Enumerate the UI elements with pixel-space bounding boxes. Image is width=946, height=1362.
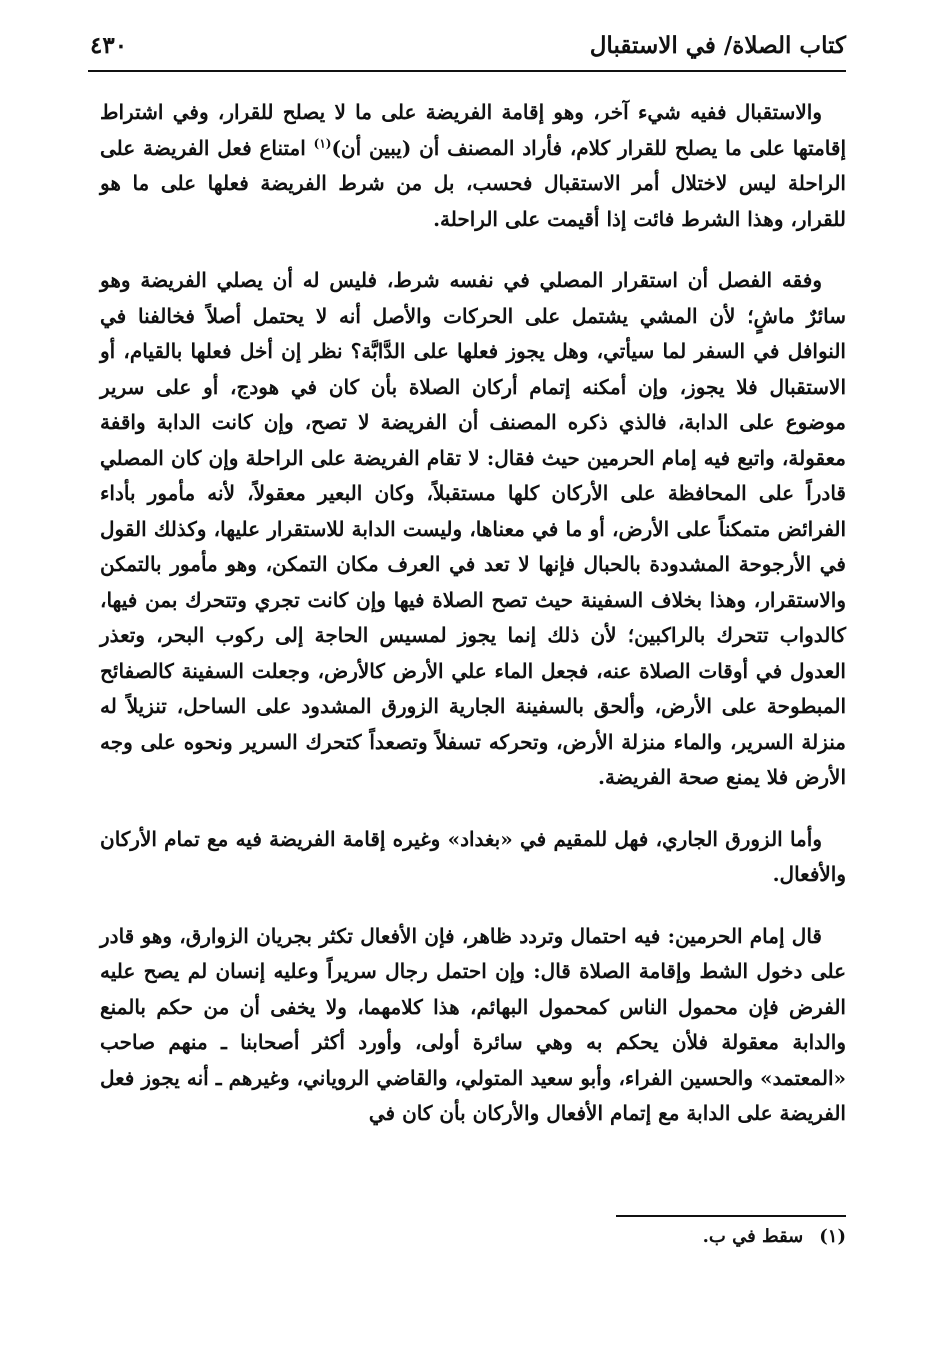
header-title: كتاب الصلاة/ في الاستقبال (589, 32, 846, 59)
paragraph-1 (100, 95, 846, 237)
page-number: ٤٣٠ (90, 32, 128, 59)
footnote-reference: (١) (313, 135, 332, 150)
running-header (88, 28, 846, 72)
footnote-divider (616, 1215, 846, 1217)
footnote-text: سقط في ب. (702, 1226, 804, 1247)
footnote (703, 1226, 846, 1247)
paragraph-1-text-start: والاستقبال ففيه شيء آخر، وهو إقامة الفريضة على ما لا يصلح للقرار، وفي اشتراط إقامتها على ما يصلح للقرار كلام، فأراد المصنف أن (يبين أن) (100, 100, 847, 160)
paragraph-4: قال إمام الحرمين: فيه احتمال وتردد ظاهر، فإن الأفعال تكثر بجريان الزوارق، وهو قادر على دخول الشط وإقامة الصلاة قال: وإن احتمل رجال سريراً وعليه إنسان لم يصح عليه الفرض فإن محمول الناس كمحمول البهائم، هذا كلامهما، ولا يخفى أن من حكم بالمنع والدابة معقولة فلأن يحكم به وهي سائرة أولى، وأورد أكثر أصحابنا ـ منهم صاحب «المعتمد» والحسين الفراء، وأبو سعيد المتولي، والقاضي الروياني، وغيرهم ـ أنه يجوز فعل الفريضة على الدابة مع إتمام الأفعال والأركان بأن كان في (100, 923, 846, 1125)
main-text (100, 95, 846, 1158)
footnote-mark: (١) (819, 1226, 846, 1247)
paragraph-3: وأما الزورق الجاري، فهل للمقيم في «بغداد» وغيره إقامة الفريضة فيه مع تمام الأركان والأفعال. (100, 826, 846, 886)
paragraph-2: وفقه الفصل أن استقرار المصلي في نفسه شرط، فليس له أن يصلي الفريضة وهو سائرٌ ماشٍ؛ لأن المشي يشتمل على الحركات والأصل أنه لا يحتمل أصلاً فخالفنا في النوافل في السفر لما سيأتي، وهل يجوز فعلها على الدَّابَّة؟ نظر إن أخل فعلها بالقيام، أو الاستقبال فلا يجوز، وإن أمكنه إتمام أركان الصلاة بأن كان في هودج، أو على سرير موضوع على الدابة، فالذي ذكره المصنف أن الفريضة لا تصح، وإن كانت الدابة واقفة معقولة، واتبع فيه إمام الحرمين حيث فقال: لا تقام الفريضة على الراحلة وإن كان المصلي قادراً على المحافظة على الأركان كلها مستقبلاً، وكان البعير معقولاً، لأنه مأمور بأداء الفرائض متمكناً على الأرض، أو ما في معناها، وليست الدابة للاستقرار عليها، وكذلك القول في الأرجوحة المشدودة بالحبال فإنها لا تعد في العرف مكان التمكن، وهو مأمور بالتمكن والاستقرار، وهذا بخلاف السفينة حيث تصح الصلاة فيها وإن كانت تجري وتتحرك بمن فيها، كالدواب تتحرك بالراكبين؛ لأن ذلك إنما يجوز لمسيس الحاجة إلى ركوب البحر، وتعذر العدول في أوقات الصلاة عنه، فجعل الماء علي الأرض كالأرض، وجعلت السفينة كالصفائح المبطوحة على الأرض، وألحق بالسفينة الجارية الزورق المشدود على الساحل، تنزيلاً له منزلة السرير، والماء منزلة الأرض، وتحركه تسفلاً وتصعداً كتحرك السرير ونحوه على وجه الأرض فلا يمنع صحة الفريضة. (100, 268, 846, 789)
paragraph-1-text-end: امتناع فعل الفريضة على الراحلة ليس لاختلال أمر الاستقبال فحسب، بل من شرط الفريضة فعلها على ما هو للقرار، وهذا الشرط فائت إذا أقيمت على الراحلة. (100, 135, 846, 231)
